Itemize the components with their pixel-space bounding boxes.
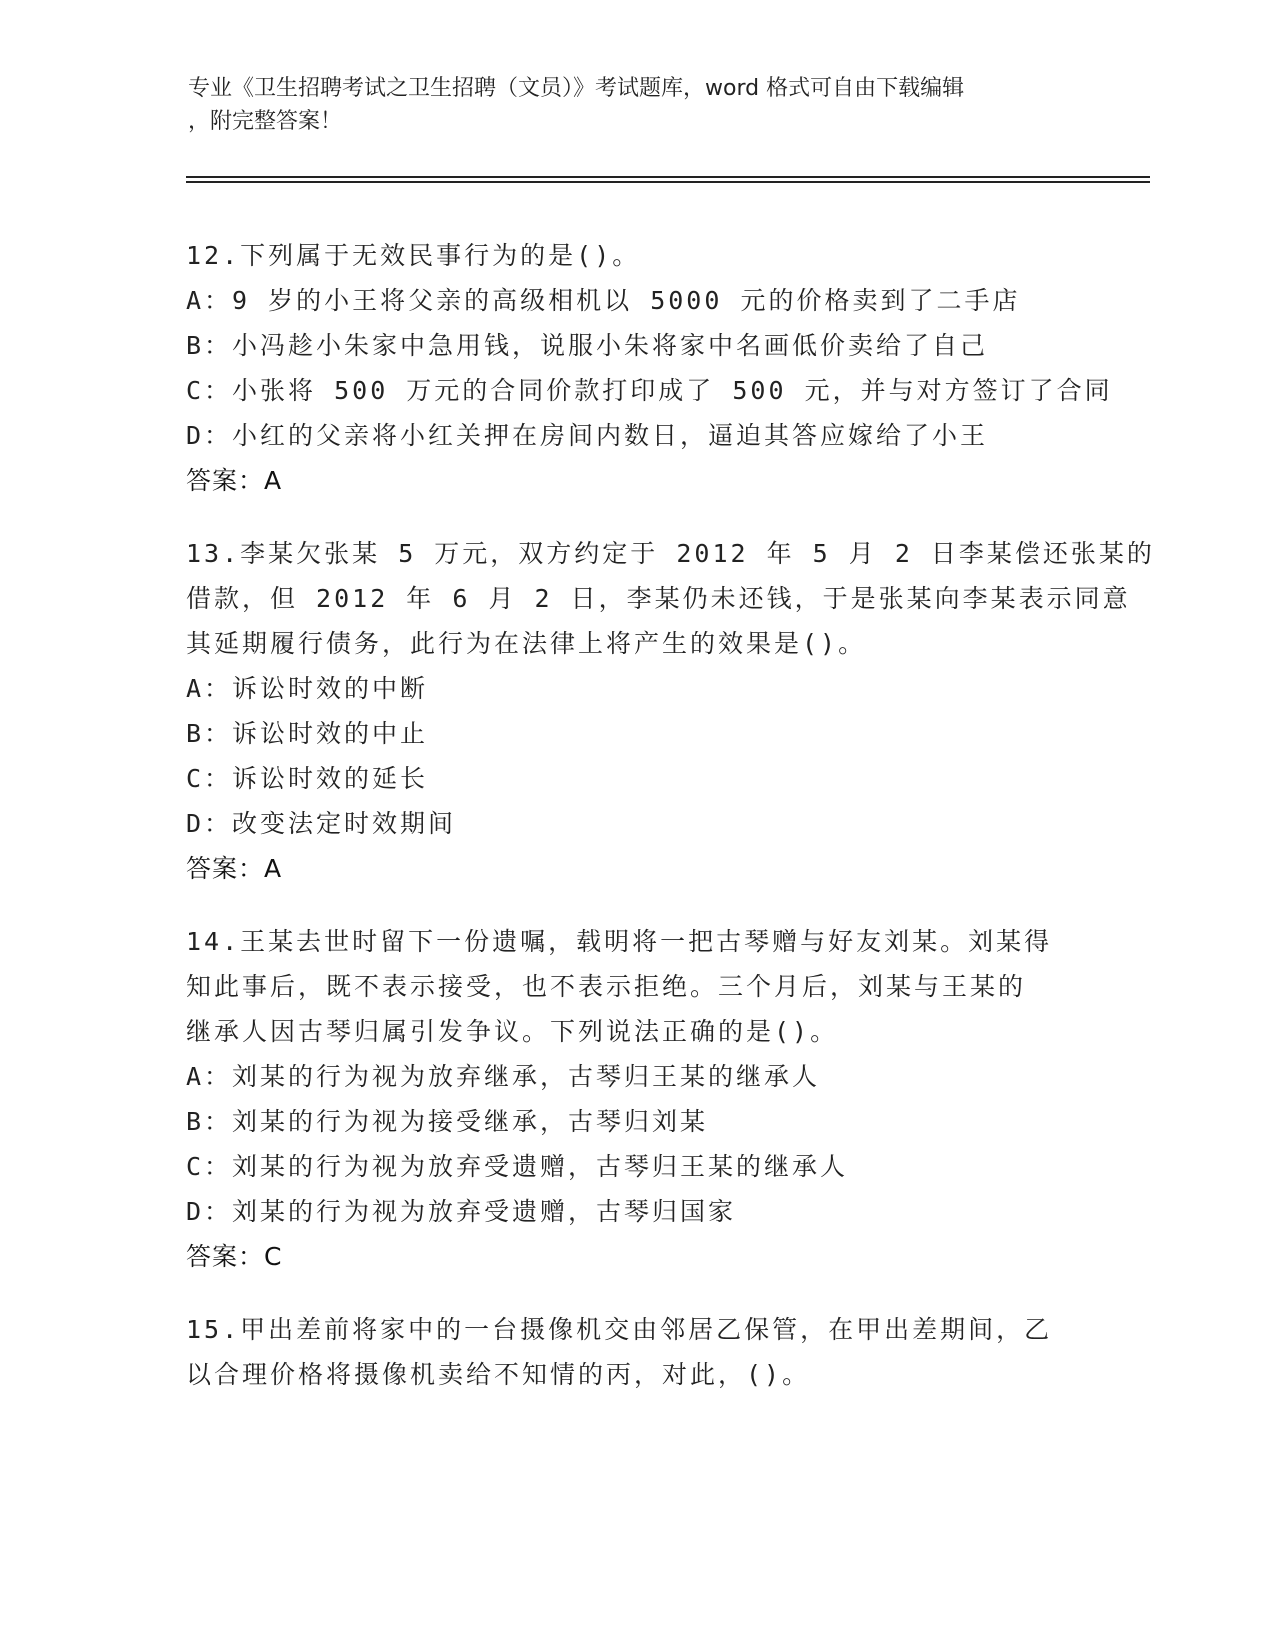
header-line-2: ，附完整答案！ (188, 109, 343, 134)
question-13 (186, 531, 1155, 891)
option-b: B：诉讼时效的中止 (186, 719, 429, 748)
question-text: 借款，但 2012 年 6 月 2 日，李某仍未还钱，于是张某向李某表示同意 (186, 584, 1131, 613)
option-d: D：刘某的行为视为放弃受遗赠，古琴归国家 (186, 1197, 737, 1226)
option-a: A：刘某的行为视为放弃继承，古琴归王某的继承人 (186, 1062, 821, 1091)
option-d: D：小红的父亲将小红关押在房间内数日，逼迫其答应嫁给了小王 (186, 421, 989, 450)
question-text: 13.李某欠张某 5 万元，双方约定于 2012 年 5 月 2 日李某偿还张某的 (186, 539, 1155, 568)
option-c: C：小张将 500 万元的合同价款打印成了 500 元，并与对方签订了合同 (186, 376, 1113, 405)
question-15 (186, 1307, 1086, 1397)
question-text: 12.下列属于无效民事行为的是()。 (186, 241, 641, 270)
header-divider-bottom (186, 181, 1150, 183)
question-12 (186, 233, 1113, 503)
option-a: A：诉讼时效的中断 (186, 674, 429, 703)
answer-label: 答案：A (186, 854, 283, 883)
question-text: 14.王某去世时留下一份遗嘱，载明将一把古琴赠与好友刘某。刘某得 (186, 927, 1053, 956)
document-header (188, 72, 1068, 138)
option-b: B：刘某的行为视为接受继承，古琴归刘某 (186, 1107, 709, 1136)
question-list (186, 233, 1155, 1425)
option-d: D：改变法定时效期间 (186, 809, 457, 838)
option-c: C：诉讼时效的延长 (186, 764, 429, 793)
header-divider-top (186, 176, 1150, 178)
question-text: 知此事后，既不表示接受，也不表示拒绝。三个月后，刘某与王某的 (186, 972, 1027, 1001)
option-b: B：小冯趁小朱家中急用钱，说服小朱将家中名画低价卖给了自己 (186, 331, 989, 360)
answer-label: 答案：A (186, 466, 283, 495)
question-text: 其延期履行债务，此行为在法律上将产生的效果是()。 (186, 629, 867, 658)
header-line-1: 专业《卫生招聘考试之卫生招聘（文员）》考试题库，word 格式可自由下载编辑 (188, 76, 965, 101)
question-text: 以合理价格将摄像机卖给不知情的丙，对此，()。 (186, 1360, 811, 1389)
question-14 (186, 919, 1086, 1279)
question-text: 继承人因古琴归属引发争议。下列说法正确的是()。 (186, 1017, 839, 1046)
question-text: 15.甲出差前将家中的一台摄像机交由邻居乙保管，在甲出差期间，乙 (186, 1315, 1053, 1344)
option-a: A：9 岁的小王将父亲的高级相机以 5000 元的价格卖到了二手店 (186, 286, 1021, 315)
answer-label: 答案：C (186, 1242, 283, 1271)
option-c: C：刘某的行为视为放弃受遗赠，古琴归王某的继承人 (186, 1152, 849, 1181)
